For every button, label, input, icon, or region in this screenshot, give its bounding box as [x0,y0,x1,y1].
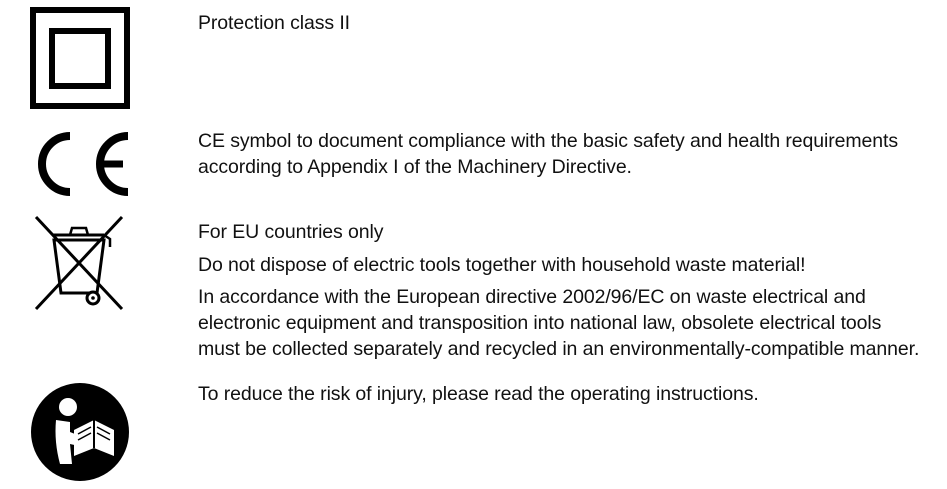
ce-mark-description [198,128,898,180]
protection-class-description [198,10,350,36]
description-line: In accordance with the European directive 2002/96/EC on waste electrical and [198,286,866,308]
description-line: must be collected separately and recycled in an environmentally-compatible manner. [198,338,920,360]
description-line: electronic equipment and transposition into national law, obsolete electrical tools [198,312,882,334]
description-line: according to Appendix I of the Machinery Directive. [198,156,632,178]
crossed-out-wheelie-bin-icon [30,213,128,313]
description-line: Do not dispose of electric tools together with household waste material! [198,254,806,276]
description-line: CE symbol to document compliance with the basic safety and health requirements [198,130,898,152]
description-line: To reduce the risk of injury, please read the operating instructions. [198,383,759,405]
protection-class-ii-icon [30,7,130,109]
read-manual-description [198,381,759,407]
description-line: Protection class II [198,12,350,34]
ce-mark-icon [26,127,132,201]
waste-disposal-description [198,219,919,362]
read-manual-icon [30,382,130,482]
description-line: For EU countries only [198,221,384,243]
